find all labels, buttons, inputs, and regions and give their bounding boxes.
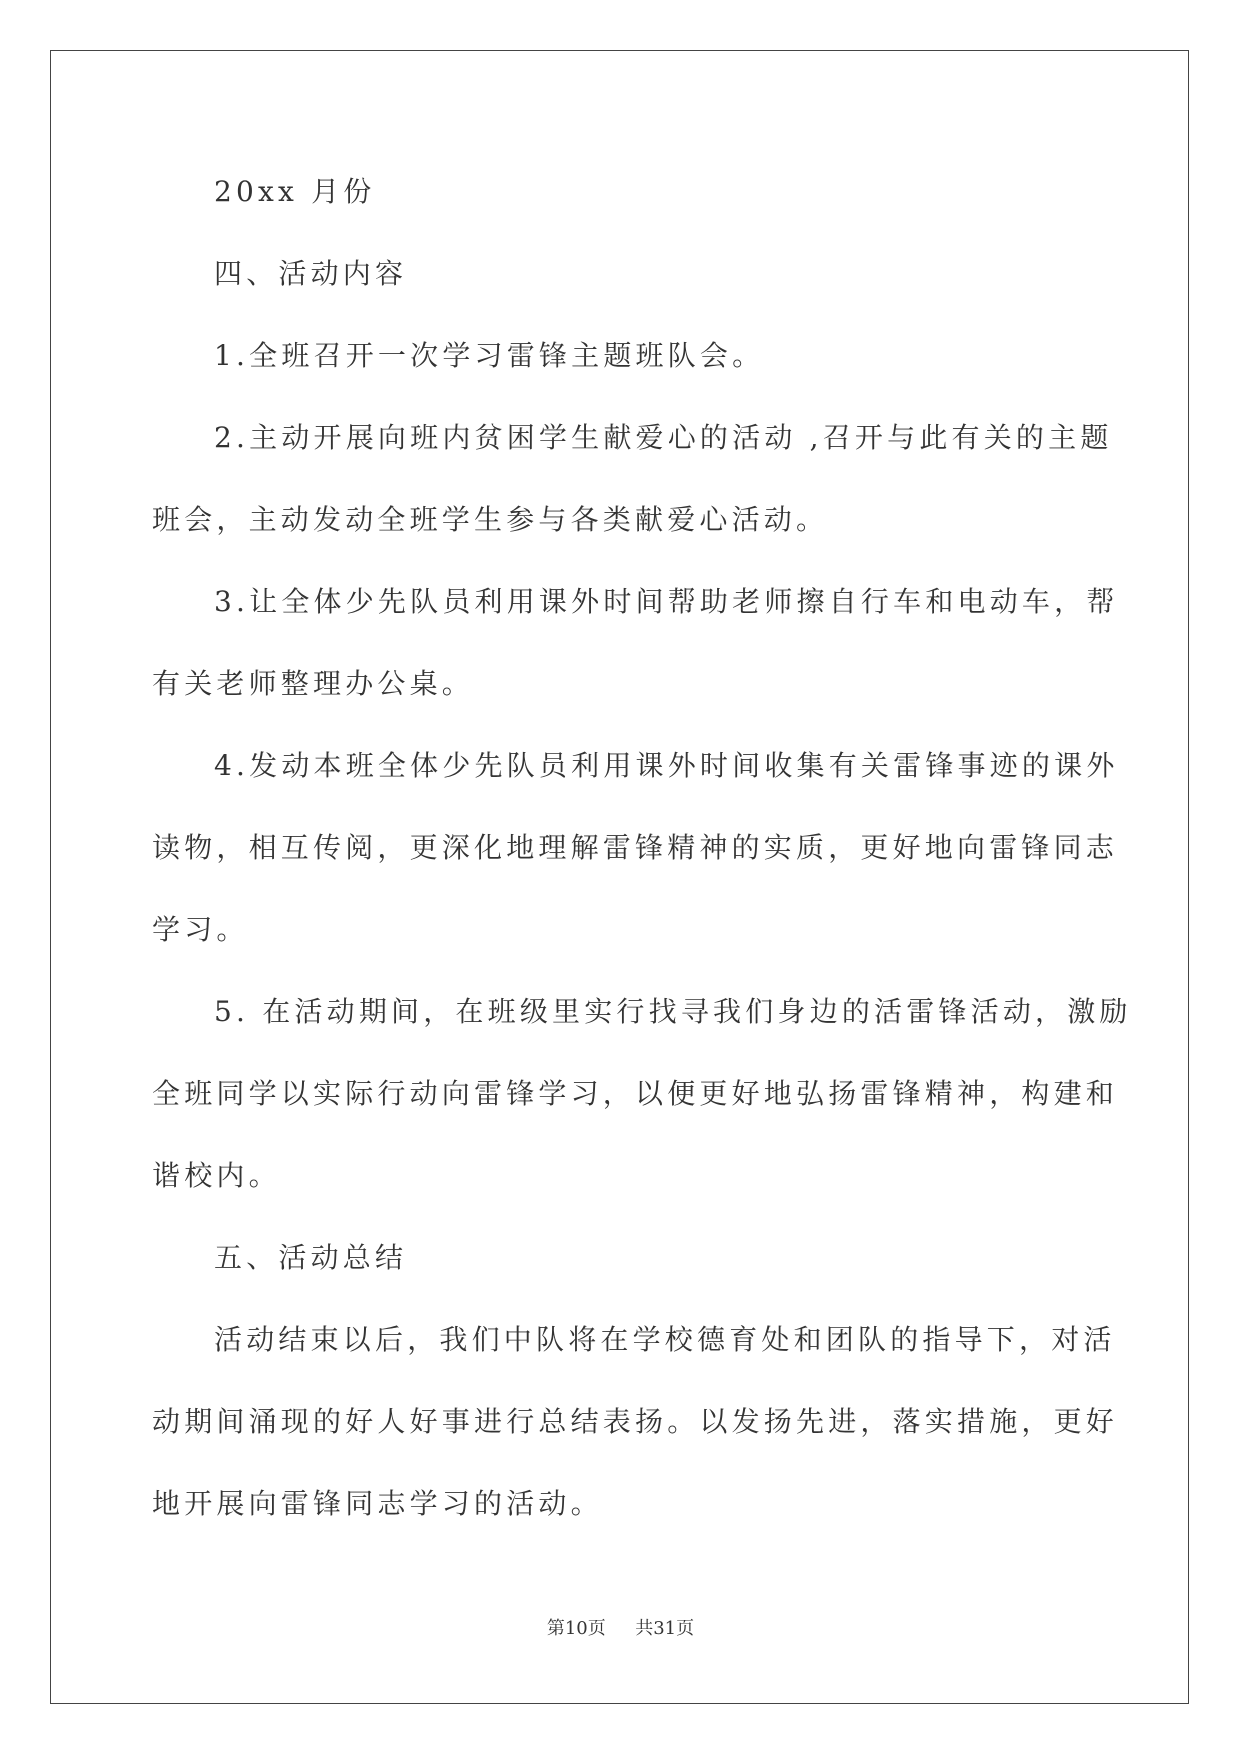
text-line: 谐校内。	[152, 1159, 281, 1192]
list-item: 1.全班召开一次学习雷锋主题班队会。	[214, 339, 765, 372]
text-line: 班会，主动发动全班学生参与各类献爱心活动。	[152, 503, 829, 536]
list-item: 5. 在活动期间，在班级里实行找寻我们身边的活雷锋活动，激励	[214, 995, 1132, 1028]
page-total: 共31页	[635, 1618, 695, 1639]
text-line: 20xx 月份	[214, 175, 376, 208]
text-line: 全班同学以实际行动向雷锋学习，以便更好地弘扬雷锋精神，构建和	[152, 1077, 1119, 1110]
page-border	[50, 50, 1189, 1704]
paragraph-line: 活动结束以后，我们中队将在学校德育处和团队的指导下，对活	[214, 1323, 1116, 1356]
paragraph-line: 动期间涌现的好人好事进行总结表扬。以发扬先进，落实措施，更好	[152, 1405, 1119, 1438]
text-line: 学习。	[152, 913, 249, 946]
paragraph-line: 地开展向雷锋同志学习的活动。	[152, 1487, 603, 1520]
list-item: 4.发动本班全体少先队员利用课外时间收集有关雷锋事迹的课外	[214, 749, 1119, 782]
page-footer	[0, 1616, 1241, 1642]
list-item: 3.让全体少先队员利用课外时间帮助老师擦自行车和电动车，帮	[214, 585, 1119, 618]
page-number: 第10页	[546, 1618, 606, 1639]
list-item: 2.主动开展向班内贫困学生献爱心的活动 ,召开与此有关的主题	[214, 421, 1113, 454]
text-line: 读物，相互传阅，更深化地理解雷锋精神的实质，更好地向雷锋同志	[152, 831, 1119, 864]
section-heading: 五、活动总结	[214, 1241, 408, 1274]
section-heading: 四、活动内容	[214, 257, 408, 290]
text-line: 有关老师整理办公桌。	[152, 667, 475, 700]
